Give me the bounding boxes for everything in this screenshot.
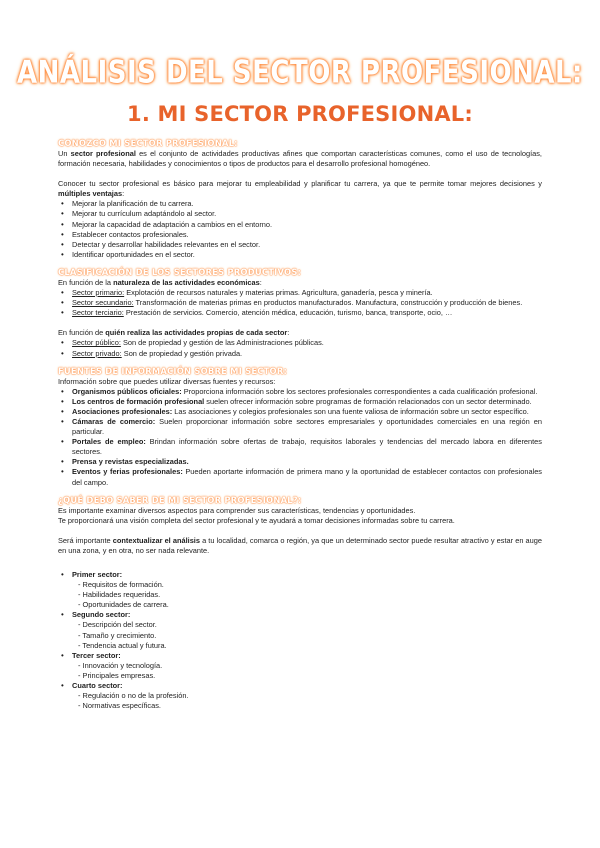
text-run: Brindan información sobre ofertas de trabajo, requisitos laborales y tendencias del mercado labora en diferentes sectores. — [72, 437, 542, 457]
text-run: Conocer tu sector profesional es básico para mejorar tu empleabilidad y planificar tu carrera, ya que te permite tomar mejores decisiones y — [58, 179, 542, 189]
sub-item: - Tamaño y crecimiento. — [78, 630, 157, 640]
bold-term: sector profesional — [70, 149, 136, 158]
paragraph-sources-intro: Información sobre que puedes utilizar diversas fuentes y recursos: — [58, 376, 276, 386]
paragraph-intro-nature — [58, 278, 542, 288]
section-title: 1. MI SECTOR PROFESIONAL: — [127, 102, 473, 126]
sub-list — [72, 580, 542, 610]
bold-term: Segundo sector: — [72, 610, 131, 620]
sectors-owner-list — [58, 338, 542, 358]
list-item — [72, 407, 542, 417]
bold-term: múltiples ventajas — [58, 189, 123, 199]
bold-term: Primer sector: — [72, 570, 123, 579]
bold-term: quién realiza las actividades propias de cada sector — [105, 328, 288, 338]
sub-item: - Requisitos de formación. — [78, 580, 164, 590]
text-run: Prestación de servicios. Comercio, atención médica, educación, turismo, banca, transporte, ocio, … — [123, 308, 453, 318]
list-item — [72, 467, 542, 487]
underlined-label: Sector terciario: — [72, 308, 124, 318]
advantages-list — [58, 199, 542, 260]
text-run: Pueden aportarte información de primera mano y la oportunidad de establecer contactos con profesionales del campo. — [72, 467, 543, 487]
paragraph-intro-owner — [58, 328, 542, 338]
list-item: • Identificar oportunidades en el sector. — [72, 250, 542, 260]
text-run: a tu localidad, comarca o región, ya que un determinado sector puede resultar atractivo y estar en auge en una zona, y en otra, no ser nada relevante. — [58, 535, 542, 555]
text-run: Un — [58, 149, 71, 158]
underlined-label: Sector privado: — [72, 348, 122, 358]
list-item: • Mejorar la planificación de tu carrera. — [72, 199, 542, 209]
sub-item: - Tendencia actual y futura. — [78, 640, 167, 650]
list-item — [72, 387, 542, 397]
list-item: • Detectar y desarrollar habilidades relevantes en el sector. — [72, 240, 542, 250]
sub-list — [72, 620, 542, 650]
text-run: : — [259, 277, 262, 287]
text-run: Transformación de materias primas en productos manufacturados. Manufactura, construcción y producción de bienes. — [133, 298, 523, 308]
text-run: En función de la — [58, 277, 114, 287]
list-item — [72, 349, 542, 359]
paragraph-context — [58, 536, 542, 556]
list-item: • Mejorar tu currículum adaptándolo al sector. — [72, 209, 542, 219]
bold-term: Tercer sector: — [72, 650, 121, 660]
bold-term: Portales de empleo: — [72, 437, 146, 447]
sub-item: - Habilidades requeridas. — [78, 590, 161, 600]
list-item — [72, 437, 542, 457]
bold-term: Cámaras de comercio: — [72, 416, 156, 426]
sub-list — [72, 691, 542, 711]
list-item: • Mejorar la capacidad de adaptación a cambios en el entorno. — [72, 220, 542, 230]
list-item — [72, 651, 542, 681]
sectors-nature-list — [58, 288, 542, 318]
underlined-label: Sector secundario: — [72, 298, 134, 308]
heading-clasificacion: CLASIFICACIÓN DE LOS SECTORES PRODUCTIVOS: — [58, 266, 302, 277]
sub-list — [72, 661, 542, 681]
heading-conozco: CONOZCO MI SECTOR PROFESIONAL: — [58, 138, 238, 148]
list-item — [72, 288, 542, 298]
text-run: : — [122, 189, 125, 199]
list-item — [72, 457, 542, 467]
paragraph-examine: Es importante examinar diversos aspectos para comprender sus características, tendencias y oportunidades. — [58, 505, 416, 515]
sub-item: - Principales empresas. — [78, 670, 156, 680]
text-run: es el conjunto de actividades productivas afines que comportan características comunes, como el uso de tecnologías, formación necesaria, habilidades y conocimientos o tipos de productos para el desarrollo profesional homogéneo. — [58, 149, 542, 169]
bold-term: Los centros de formación profesional — [72, 396, 205, 406]
text-run: Son de propiedad y gestión privada. — [121, 348, 243, 358]
bold-term: Cuarto sector: — [72, 681, 123, 691]
text-run: : — [287, 328, 290, 338]
list-item — [72, 610, 542, 650]
text-run: Será importante — [58, 535, 113, 545]
text-run: suelen ofrecer información sobre programas de formación relacionados con un sector determinado. — [204, 396, 532, 406]
list-item — [72, 308, 542, 318]
underlined-label: Sector público: — [72, 338, 121, 348]
list-item — [72, 397, 542, 407]
sectors-list — [58, 570, 542, 711]
text-run: Explotación de recursos naturales y materias primas. Agricultura, ganadería, pesca y minería. — [124, 288, 433, 298]
list-item: • Establecer contactos profesionales. — [72, 230, 542, 240]
sub-item: - Normativas específicas. — [78, 701, 161, 711]
bold-term: Eventos y ferias profesionales: — [72, 467, 183, 477]
list-item — [72, 681, 542, 711]
text-run: En función de — [58, 328, 106, 338]
document-body — [58, 138, 542, 711]
paragraph-vision: Te proporcionará una visión completa del sector profesional y te ayudará a tomar decisiones informadas sobre tu carrera. — [58, 515, 455, 525]
underlined-label: Sector primario: — [72, 288, 125, 298]
bold-term: contextualizar el análisis — [112, 535, 200, 545]
text-run: Las asociaciones y colegios profesionales son una fuente valiosa de información sobre un sector específico. — [172, 406, 529, 416]
bold-term: naturaleza de las actividades económicas — [113, 277, 260, 287]
sub-item: - Descripción del sector. — [78, 620, 157, 630]
document-title: ANÁLISIS DEL SECTOR PROFESIONAL: — [17, 55, 583, 91]
sub-item: - Regulación o no de la profesión. — [78, 691, 189, 701]
sources-list — [58, 387, 542, 488]
paragraph-definition — [58, 149, 542, 169]
bold-term: Organismos públicos oficiales: — [72, 386, 182, 396]
list-item — [72, 298, 542, 308]
list-item — [72, 570, 542, 610]
sub-item: - Oportunidades de carrera. — [78, 600, 169, 610]
text-run: Suelen proporcionar información sobre sectores empresariales y oportunidades comerciales en una región en particular. — [72, 416, 542, 437]
heading-fuentes: FUENTES DE INFORMACIÓN SOBRE MI SECTOR: — [58, 365, 288, 376]
heading-que-debo-saber: ¿QUÉ DEBO SABER DE MI SECTOR PROFESIONAL?: — [58, 494, 302, 505]
bold-term: Asociaciones profesionales: — [72, 406, 173, 416]
text-run: Son de propiedad y gestión de las Administraciones públicas. — [120, 338, 324, 348]
paragraph-importance — [58, 179, 542, 199]
bold-term: Prensa y revistas especializadas. — [72, 457, 189, 467]
sub-item: - Innovación y tecnología. — [78, 660, 163, 670]
list-item — [72, 338, 542, 348]
text-run: Proporciona información sobre los sectores profesionales correspondientes a cada cualificación profesional. — [181, 386, 538, 396]
list-item — [72, 417, 542, 437]
